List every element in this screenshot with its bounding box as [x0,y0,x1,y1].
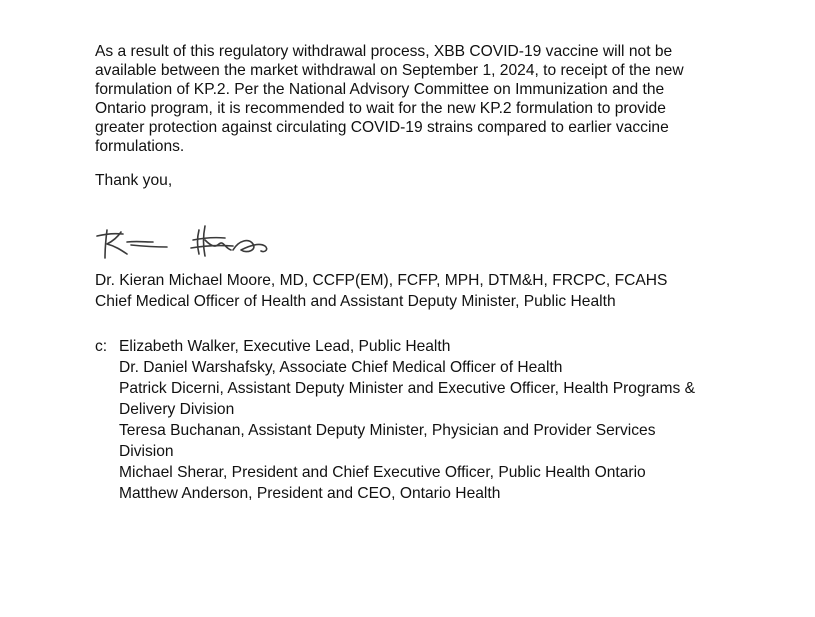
body-paragraph [95,42,735,156]
paragraph-line: As a result of this regulatory withdrawal process, XBB COVID-19 vaccine will not be [95,43,673,60]
paragraph-line: formulations. [95,138,185,155]
cc-line: Michael Sherar, President and Chief Executive Officer, Public Health Ontario [119,464,646,481]
cc-line: Teresa Buchanan, Assistant Deputy Minister, Physician and Provider Services [119,422,656,439]
cc-line: Division [119,443,174,460]
paragraph-line: greater protection against circulating COVID-19 strains compared to earlier vaccine [95,119,669,136]
cc-label: c: [95,338,108,355]
handwritten-signature [93,220,278,265]
signer-block [95,270,667,312]
signer-title: Chief Medical Officer of Health and Assistant Deputy Minister, Public Health [95,293,616,310]
cc-line: Dr. Daniel Warshafsky, Associate Chief Medical Officer of Health [119,359,563,376]
cc-line: Matthew Anderson, President and CEO, Ontario Health [119,485,501,502]
paragraph-line: Ontario program, it is recommended to wait for the new KP.2 formulation to provide [95,100,666,117]
paragraph-line: available between the market withdrawal on September 1, 2024, to receipt of the new [95,62,684,79]
cc-line: Elizabeth Walker, Executive Lead, Public Health [119,338,451,355]
cc-line: Delivery Division [119,401,235,418]
paragraph-line: formulation of KP.2. Per the National Advisory Committee on Immunization and the [95,81,665,98]
cc-list [119,336,759,504]
signer-name: Dr. Kieran Michael Moore, MD, CCFP(EM), FCFP, MPH, DTM&H, FRCPC, FCAHS [95,272,668,289]
closing-text: Thank you, [95,172,173,189]
cc-line: Patrick Dicerni, Assistant Deputy Minister and Executive Officer, Health Programs & [119,380,696,397]
